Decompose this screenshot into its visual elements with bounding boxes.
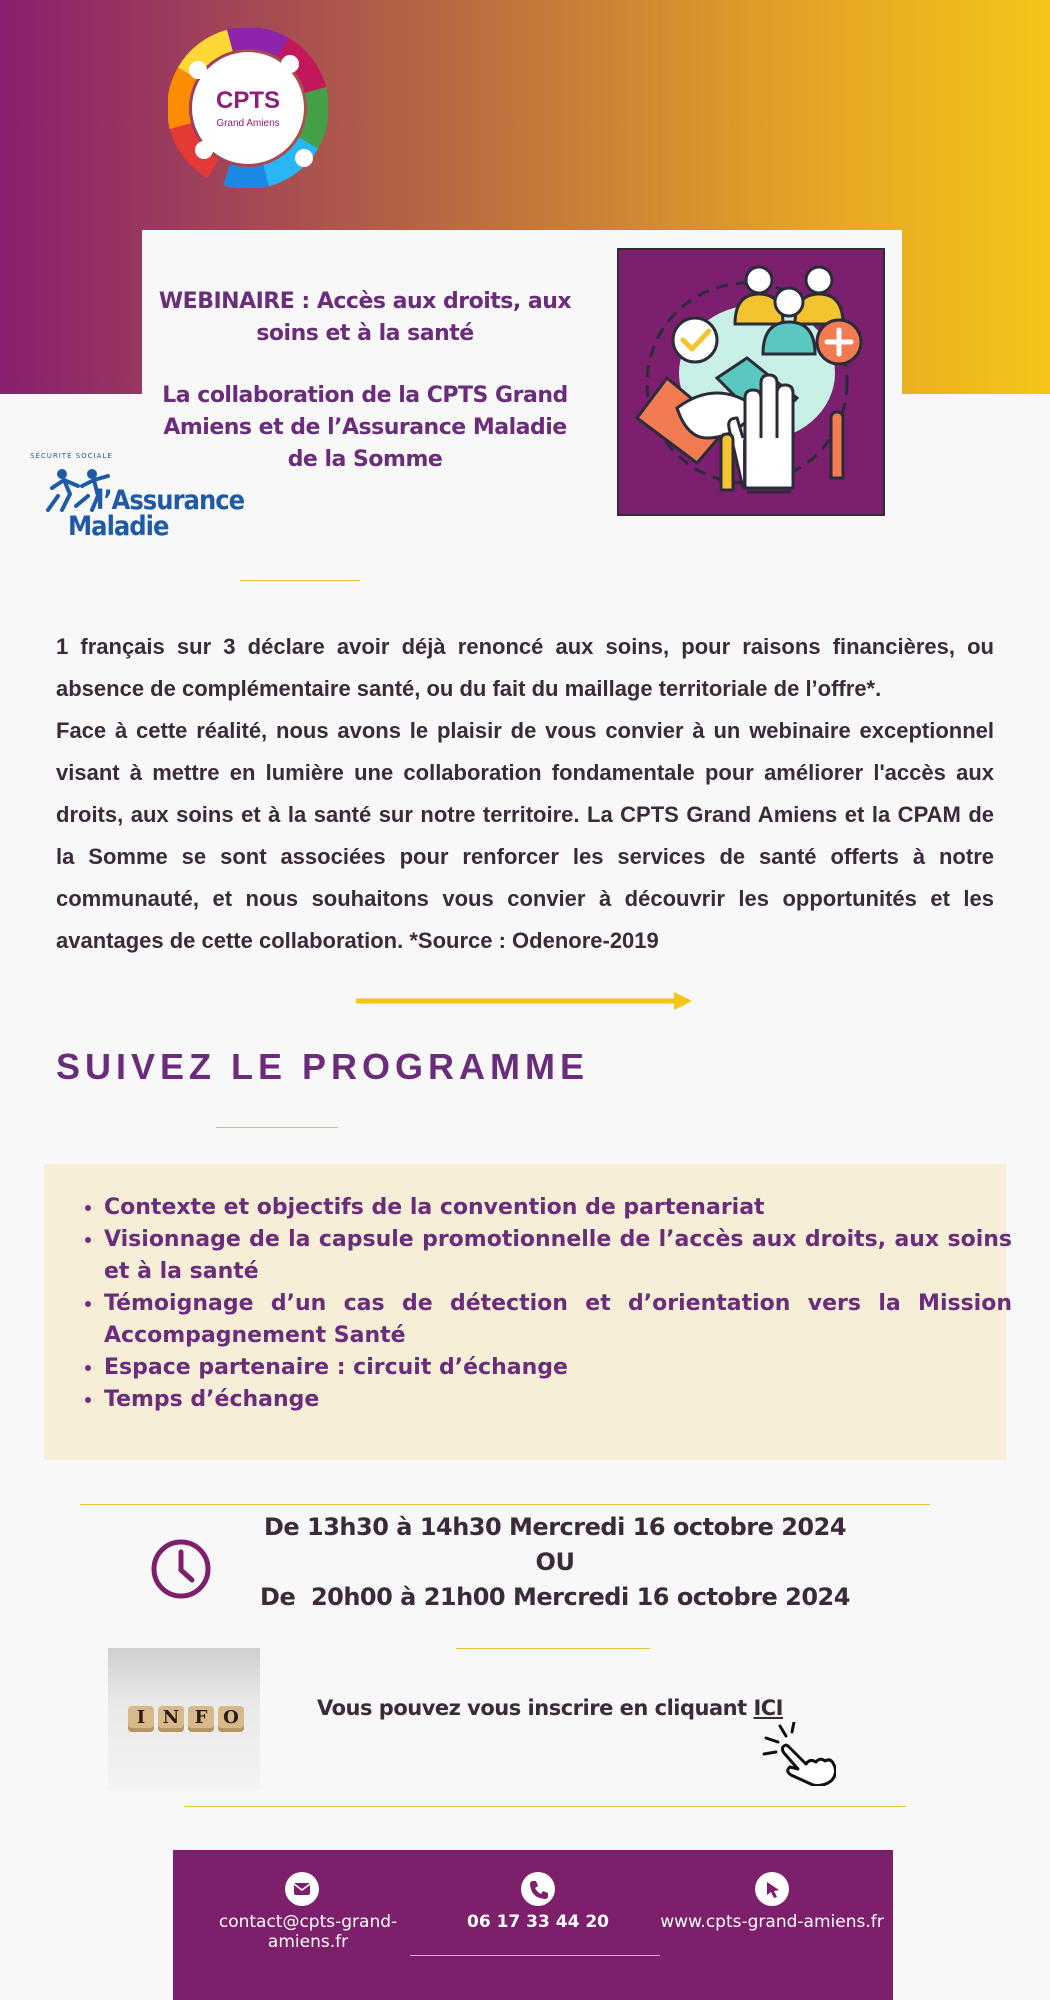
register-text bbox=[280, 1696, 820, 1720]
collaboration-illustration bbox=[617, 248, 885, 516]
intro-paragraph-1: 1 français sur 3 déclare avoir déjà renoncé aux soins, pour raisons financières, ou absence de complémentaire santé, ou du fait du maillage territoriale de l’offre*. bbox=[56, 634, 994, 701]
info-dice-image bbox=[108, 1648, 260, 1790]
info-cube: O bbox=[218, 1706, 244, 1732]
programme-item: • Temps d’échange bbox=[104, 1384, 1012, 1416]
register-link[interactable]: ICI bbox=[753, 1696, 783, 1720]
info-cube: I bbox=[128, 1706, 154, 1732]
intro-text bbox=[56, 626, 994, 962]
phone-icon bbox=[521, 1872, 555, 1906]
assurance-maladie-name bbox=[68, 485, 245, 542]
programme-item: • Contexte et objectifs de la convention de partenariat bbox=[104, 1192, 1012, 1224]
schedule-slot-1: De 13h30 à 14h30 Mercredi 16 octobre 2024 bbox=[263, 1513, 847, 1541]
maladie-line: Maladie bbox=[68, 511, 169, 542]
divider bbox=[410, 1955, 660, 1956]
divider bbox=[216, 1127, 338, 1128]
cursor-icon bbox=[755, 1872, 789, 1906]
programme-item: • Espace partenaire : circuit d’échange bbox=[104, 1352, 1012, 1384]
programme-list bbox=[76, 1192, 1012, 1416]
logo-text: CPTS bbox=[215, 87, 281, 114]
schedule-slot-2: De 20h00 à 21h00 Mercredi 16 octobre 2024 bbox=[260, 1583, 850, 1611]
divider bbox=[240, 580, 360, 581]
intro-paragraph-2: Face à cette réalité, nous avons le plaisir de vous convier à un webinaire exceptionnel visant à mettre en lumière une collaboration fondamentale pour améliorer l'accès aux droits, aux soins et à la santé sur notre territoire. La CPTS Grand Amiens et la CPAM de la Somme se sont associées pour renforcer les services de santé offerts à notre communauté, et nous souhaitons vous convier à découvrir les opportunités et les avantages de cette collaboration. *Source : Odenore-2019 bbox=[56, 718, 994, 953]
schedule bbox=[230, 1510, 880, 1615]
footer-website-link[interactable]: www.cpts-grand-amiens.fr bbox=[660, 1912, 884, 1932]
schedule-or: OU bbox=[535, 1548, 575, 1576]
programme-item: • Visionnage de la capsule promotionnelle de l’accès aux droits, aux soins et à la santé bbox=[104, 1224, 1012, 1288]
divider bbox=[184, 1806, 906, 1807]
divider bbox=[456, 1648, 650, 1649]
programme-item: • Témoignage d’un cas de détection et d’orientation vers la Mission Accompagnement Santé bbox=[104, 1288, 1012, 1352]
logo-subtext: Grand Amiens bbox=[216, 118, 280, 129]
email-icon bbox=[285, 1872, 319, 1906]
footer-email-link[interactable]: contact@cpts-grand-amiens.fr bbox=[218, 1912, 398, 1952]
webinar-subtitle: La collaboration de la CPTS Grand Amiens et de l’Assurance Maladie de la Somme bbox=[162, 383, 568, 472]
clock-icon bbox=[150, 1538, 212, 1600]
assurance-line: l’Assurance bbox=[96, 485, 245, 516]
footer-phone-link[interactable]: 06 17 33 44 20 bbox=[467, 1912, 609, 1932]
divider bbox=[80, 1504, 930, 1505]
programme-title: SUIVEZ LE PROGRAMME bbox=[56, 1046, 590, 1087]
info-cube: F bbox=[188, 1706, 214, 1732]
webinar-title: WEBINAIRE : Accès aux droits, aux soins et à la santé bbox=[158, 289, 572, 346]
securite-sociale-text: SÉCURITÉ SOCIALE bbox=[30, 452, 113, 460]
arrow-right-icon bbox=[356, 990, 696, 1012]
cpts-logo bbox=[168, 28, 328, 188]
info-cube: N bbox=[158, 1706, 184, 1732]
pointing-hand-icon bbox=[760, 1722, 836, 1786]
register-label: Vous pouvez vous inscrire en cliquant bbox=[317, 1696, 747, 1720]
